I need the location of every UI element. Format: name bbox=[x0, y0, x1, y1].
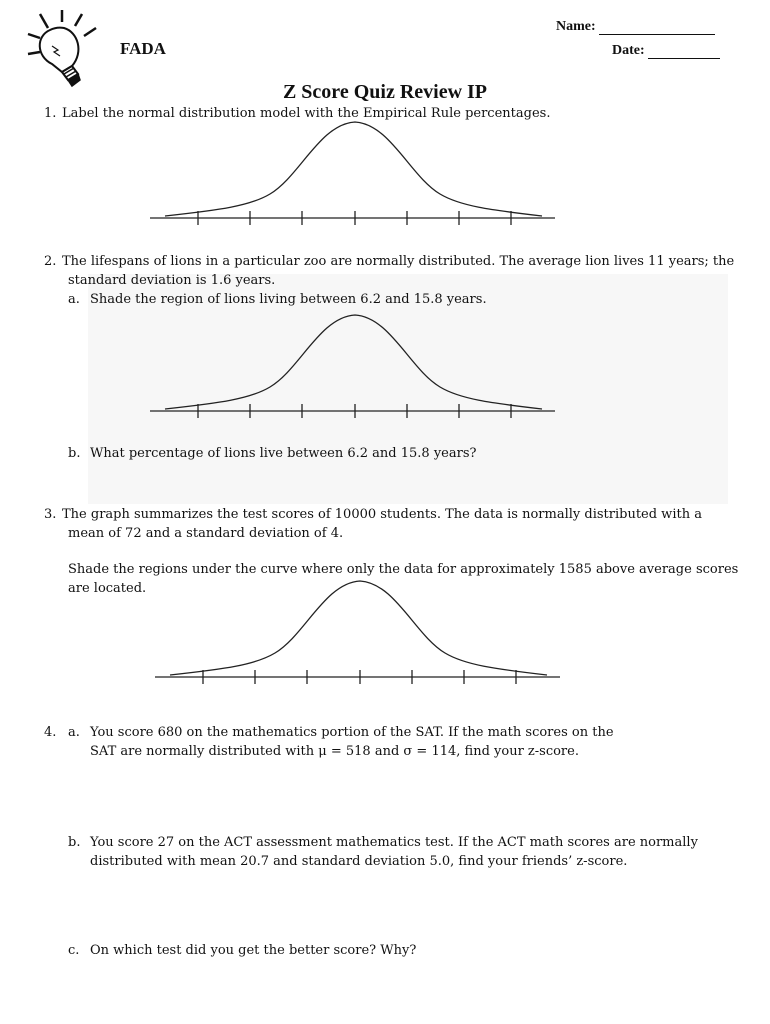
bell-curve bbox=[165, 122, 542, 216]
brand-name: FADA bbox=[120, 39, 166, 58]
question-4c bbox=[68, 941, 416, 960]
subquestion-a-line2: SAT are normally distributed with μ = 518 and σ = 114, find your z-score. bbox=[90, 744, 579, 759]
question-text-line1: The graph summarizes the test scores of 10000 students. The data is normally distributed with a bbox=[62, 507, 702, 522]
page-title: Z Score Quiz Review IP bbox=[282, 81, 488, 103]
date-label: Date: bbox=[612, 43, 645, 58]
question-4b bbox=[68, 833, 698, 871]
subquestion-label: a. bbox=[68, 725, 80, 740]
subquestion-b-line1: You score 27 on the ACT assessment mathematics test. If the ACT math scores are normally bbox=[90, 835, 698, 850]
name-field[interactable] bbox=[556, 19, 715, 35]
question-text-line2: mean of 72 and a standard deviation of 4. bbox=[68, 526, 344, 541]
subquestion-label: c. bbox=[68, 943, 80, 958]
subquestion-a-line1: You score 680 on the mathematics portion of the SAT. If the math scores on the bbox=[90, 725, 614, 740]
question-number: 1. bbox=[44, 106, 57, 121]
subquestion-label: b. bbox=[68, 835, 81, 850]
question-text: Label the normal distribution model with the Empirical Rule percentages. bbox=[62, 106, 551, 121]
name-label: Name: bbox=[556, 19, 596, 34]
question-text-line1: The lifespans of lions in a particular zoo are normally distributed. The average lion lives 11 years; the bbox=[62, 254, 735, 269]
subquestion-b-line2: distributed with mean 20.7 and standard deviation 5.0, find your friends’ z-score. bbox=[90, 854, 628, 869]
bell-curve bbox=[170, 581, 547, 675]
lightbulb-icon bbox=[26, 8, 110, 88]
normal-curve-q2[interactable] bbox=[150, 311, 555, 421]
date-blank[interactable] bbox=[648, 44, 720, 59]
question-number: 3. bbox=[44, 507, 57, 522]
normal-curve-q3[interactable] bbox=[155, 577, 560, 687]
subquestion-label: a. bbox=[68, 292, 80, 307]
question-2 bbox=[44, 252, 744, 309]
name-blank[interactable] bbox=[599, 20, 715, 35]
question-number: 2. bbox=[44, 254, 57, 269]
question-number: 4. bbox=[44, 725, 57, 740]
subquestion-a-text: Shade the region of lions living between 6.2 and 15.8 years. bbox=[90, 292, 487, 307]
lightbulb-logo bbox=[26, 8, 110, 88]
date-field[interactable] bbox=[612, 43, 720, 59]
question-text-line2: standard deviation is 1.6 years. bbox=[68, 273, 276, 288]
subquestion-label: b. bbox=[68, 446, 81, 461]
shade-instruction-line2: are located. bbox=[68, 581, 147, 596]
shade-instruction-line1: Shade the regions under the curve where only the data for approximately 1585 above average scores bbox=[68, 562, 739, 577]
normal-curve-q1[interactable] bbox=[150, 118, 555, 228]
bell-curve bbox=[165, 315, 542, 409]
subquestion-c-text: On which test did you get the better score? Why? bbox=[90, 943, 417, 958]
question-4a bbox=[44, 723, 614, 761]
subquestion-b-text: What percentage of lions live between 6.2 and 15.8 years? bbox=[90, 446, 477, 461]
question-2b bbox=[68, 444, 476, 463]
